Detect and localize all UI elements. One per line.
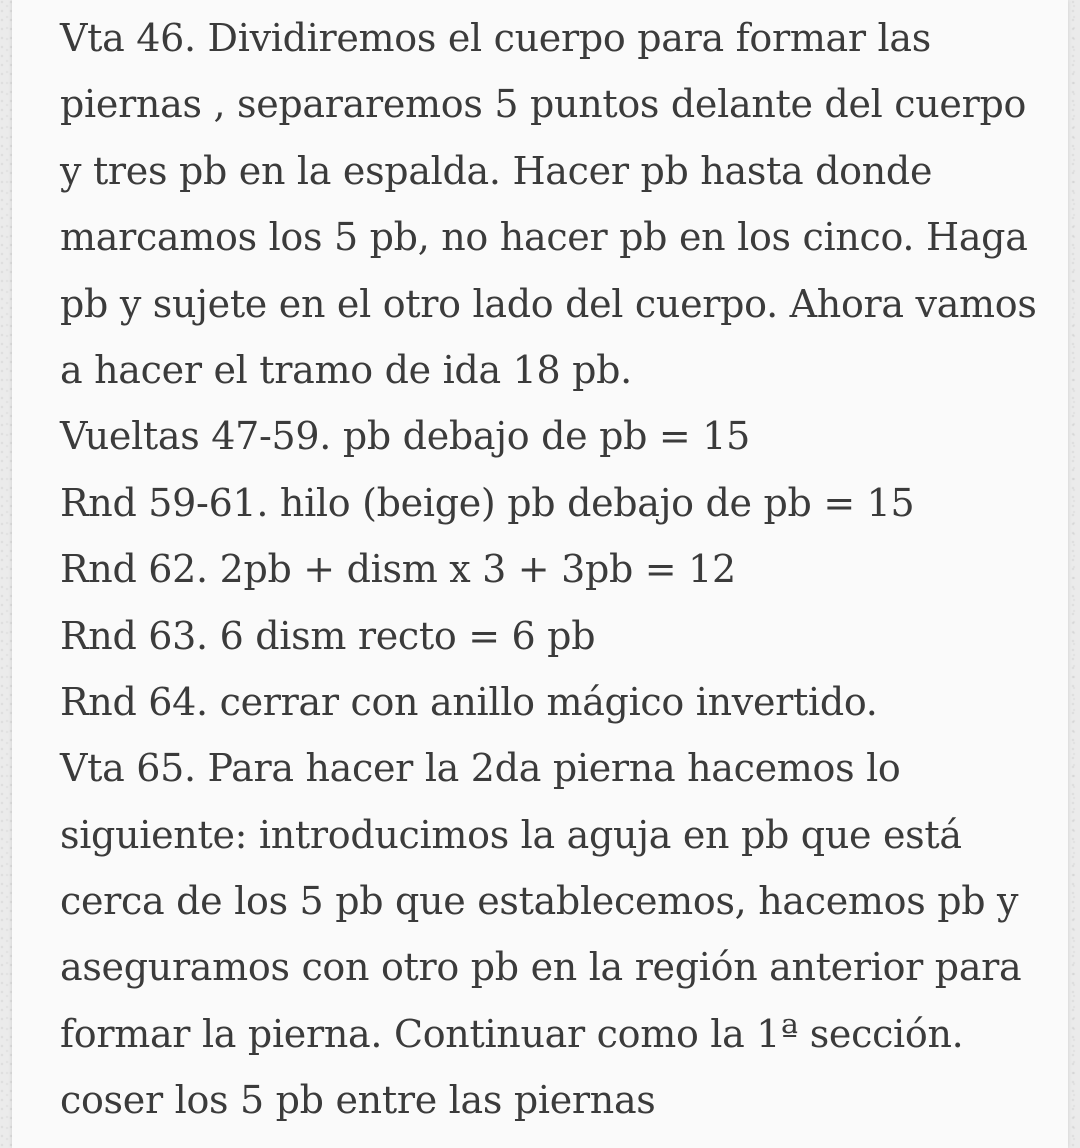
text-line: formar la pierna. Continuar como la 1ª sección. (60, 1011, 964, 1056)
text-line: coser los 5 pb entre las piernas (60, 1078, 656, 1123)
text-line: cerca de los 5 pb que establecemos, hacemos pb y (60, 879, 1019, 924)
text-line: Vta 46. Dividiremos el cuerpo para formar las (60, 16, 931, 60)
pattern-instructions (60, 5, 1050, 1134)
text-line: Vueltas 47-59. pb debajo de pb = 15 (60, 414, 750, 459)
text-line: siguiente: introducimos la aguja en pb que está (60, 812, 962, 857)
text-line: Rnd 63. 6 dism recto = 6 pb (60, 613, 596, 658)
document-page (12, 0, 1068, 1148)
text-line: marcamos los 5 pb, no hacer pb en los cinco. Haga (60, 215, 1028, 260)
text-line: Rnd 59-61. hilo (beige) pb debajo de pb = 15 (60, 480, 915, 525)
text-line: a hacer el tramo de ida 18 pb. (60, 347, 632, 392)
text-line: Vta 65. Para hacer la 2da pierna hacemos lo (60, 746, 901, 791)
text-line: y tres pb en la espalda. Hacer pb hasta donde (60, 148, 933, 193)
text-line: Rnd 64. cerrar con anillo mágico invertido. (60, 679, 878, 724)
text-line: pb y sujete en el otro lado del cuerpo. Ahora vamos (60, 281, 1037, 326)
text-line: piernas , separaremos 5 puntos delante del cuerpo (60, 82, 1027, 127)
text-line: Rnd 62. 2pb + dism x 3 + 3pb = 12 (60, 547, 736, 592)
text-line: aseguramos con otro pb en la región anterior para (60, 945, 1022, 990)
